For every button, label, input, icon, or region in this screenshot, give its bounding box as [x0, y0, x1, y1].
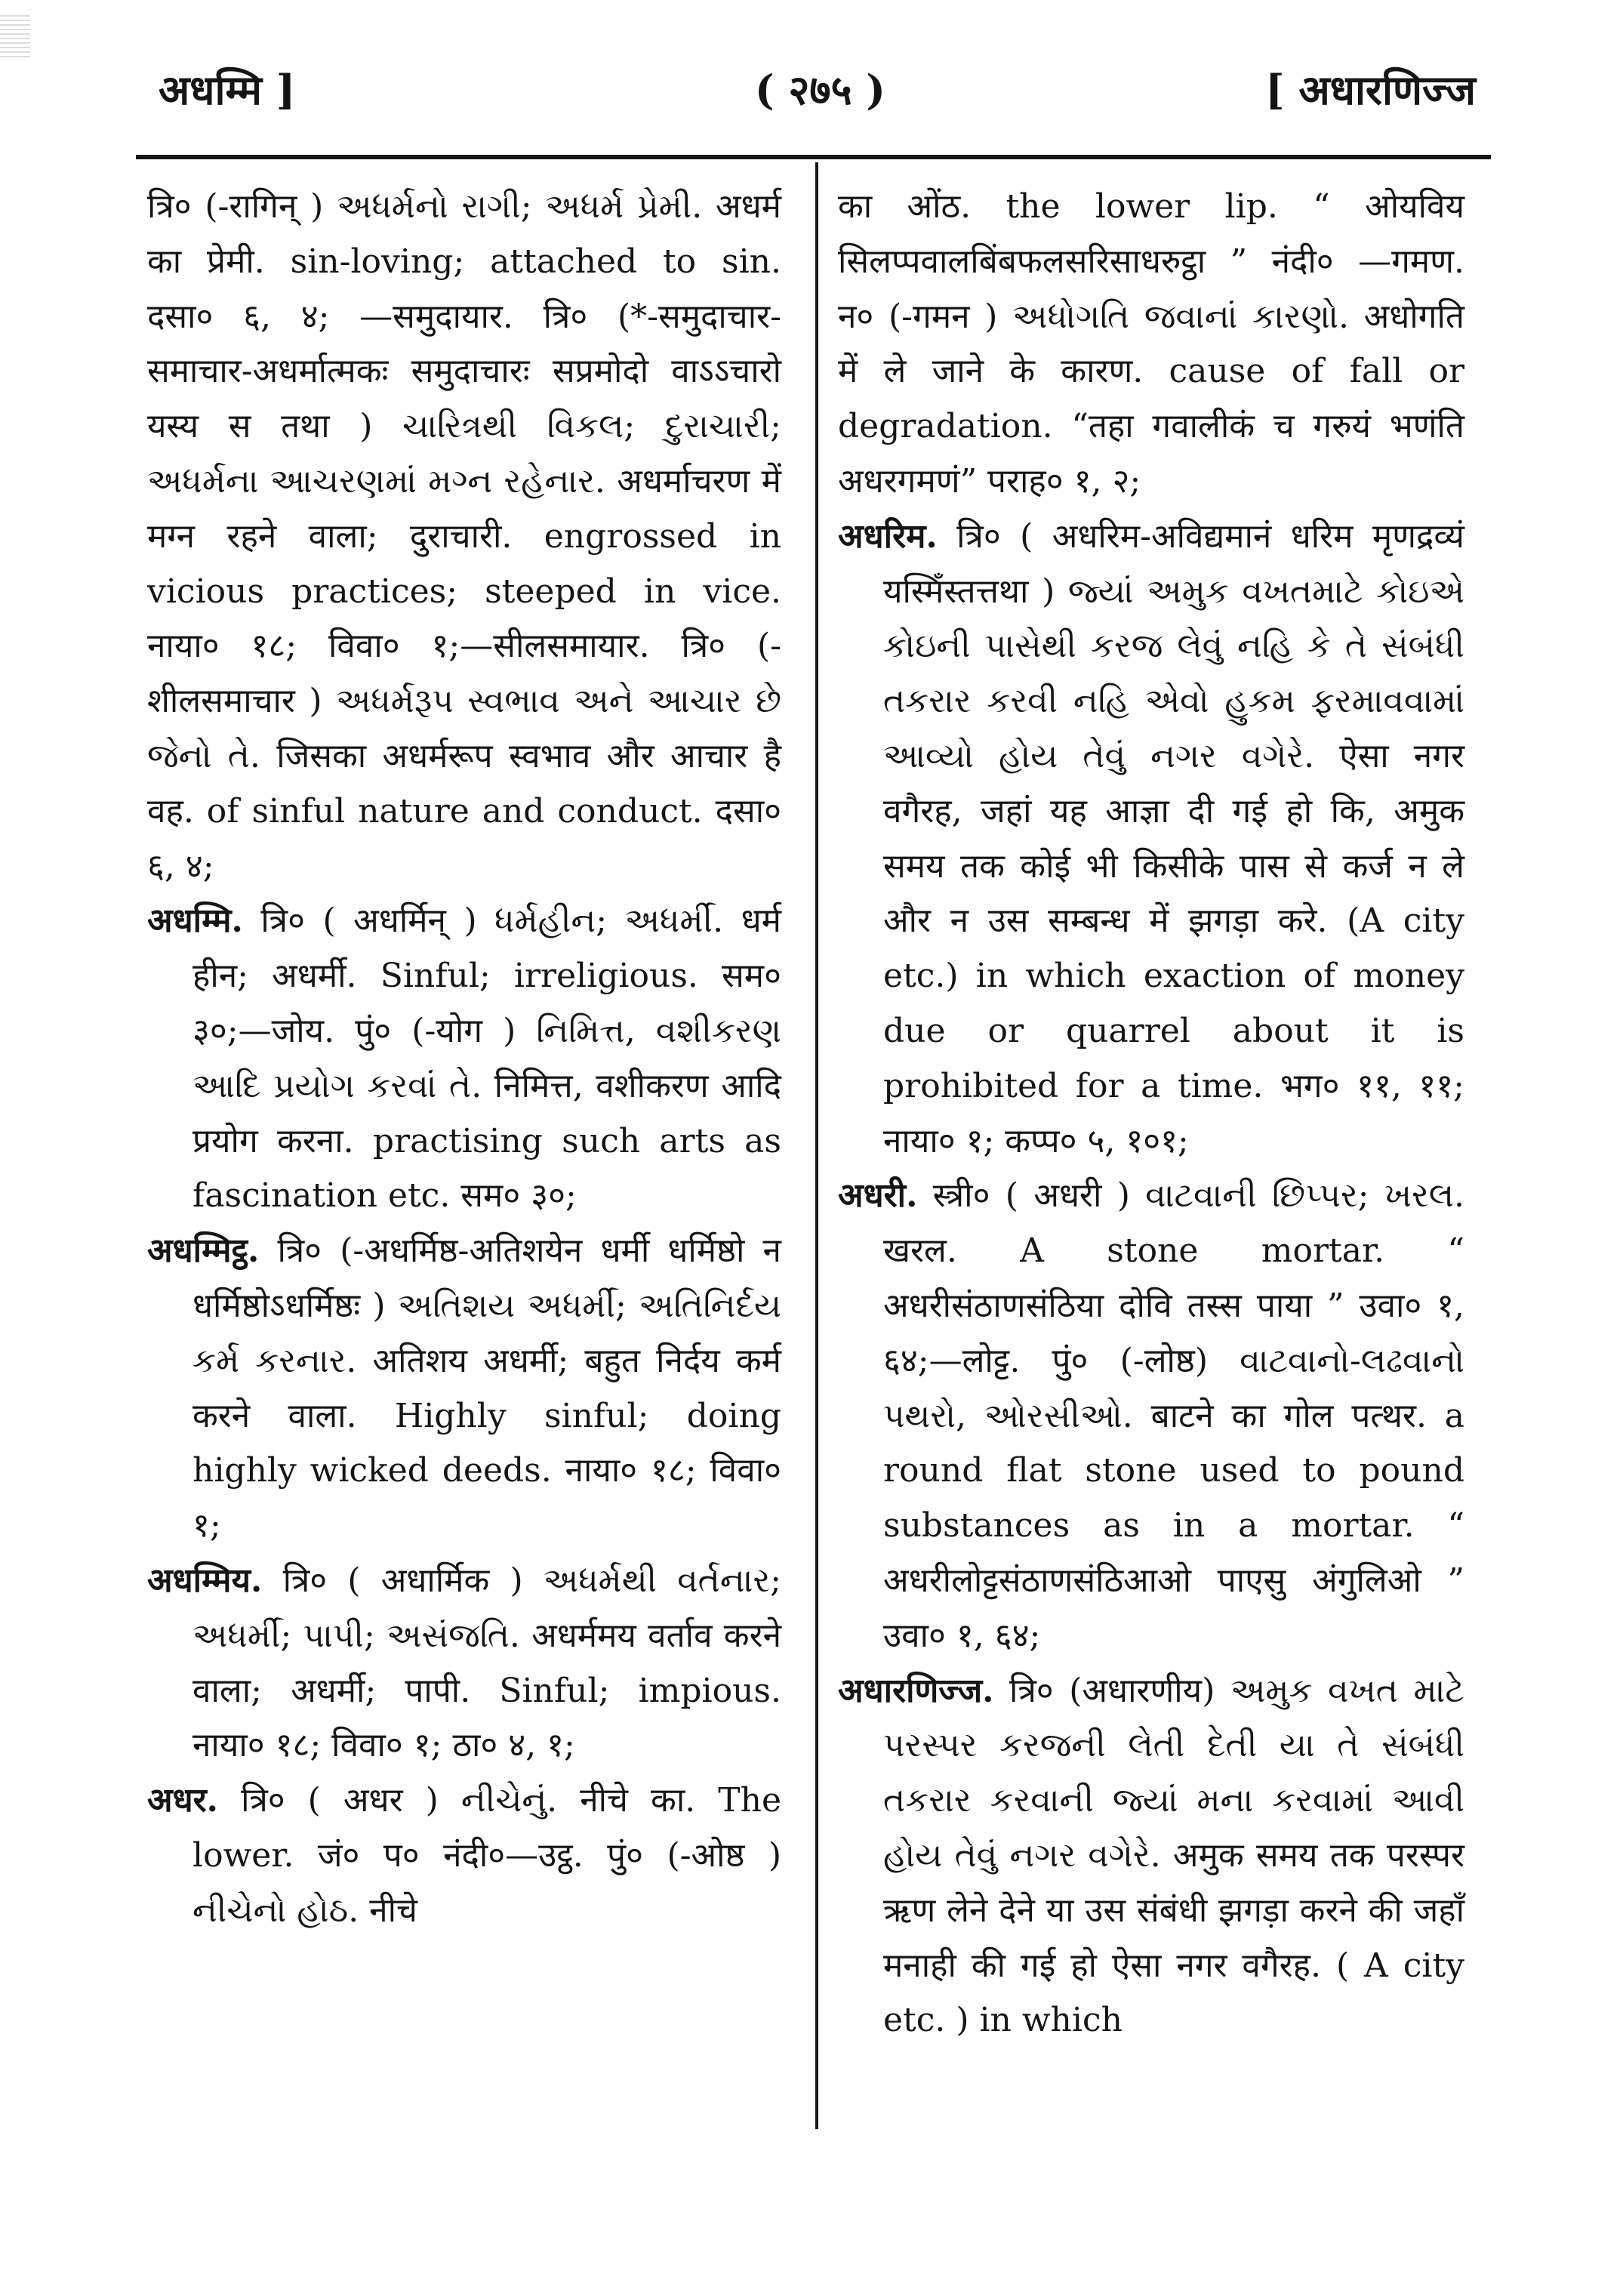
scan-edge-mark — [0, 15, 30, 60]
entry-definition: स्त्री० ( अधरी ) વાટવાની છિપ્પર; ખરલ. खरल. A stone mortar. “ अधरीसंठाणसंठिया दोवि तस्स पाया ” उवा० १, ६४;—लोट्ट. पुं० (-लोष्ठ) વાટવાનો-લઢવાનો પથરો, ઓરસીઓ. बाटने का गोल पत्थर. a round flat stone used to pound substances as in a mortar. “ अधरीलोट्टसंठाणसंठिआओ पाएसु अंगुलिओ ” उवा० १, ६४; — [883, 1176, 1464, 1655]
dictionary-entry — [147, 1224, 781, 1554]
right-column — [838, 180, 1464, 2048]
entry-headword: अधारणिज्ज. — [838, 1671, 994, 1710]
dictionary-entry — [838, 510, 1464, 1170]
entry-definition: त्रि० (-अधर्मिष्ठ-अतिशयेन धर्मी धर्मिष्ठो न धर्मिष्ठोऽधर्मिष्ठः ) અતિશય અધર્મી; અતિનિર્દય કર્મ કરનાર. अतिशय अधर्मी; बहुत निर्दय कर्म करने वाला. Highly sinful; doing highly wicked deeds. नाया० १८; विवा० १; — [192, 1231, 781, 1546]
dictionary-entry — [147, 1554, 781, 1774]
dictionary-entry — [147, 1774, 781, 1938]
entry-definition: त्रि० ( अधर्मिन् ) ધર્મહીન; અધર્મી. धर्म हीन; अधर्मी. Sinful; irreligious. सम० ३०;—जोय. पुं० (-योग ) નિમિત્ત, વશીકરણ આદિ પ્રયોગ કરવાં તે. निमित्त, वशीकरण आदि प्रयोग करना. practising such arts as fascination etc. सम० ३०; — [192, 901, 781, 1216]
entry-definition: त्रि० ( अधरिम-अविद्यमानं धरिम मृणद्रव्यं यस्मिँस्तत्तथा ) જ્યાં અમુક વખતમાટે કોઇએ કોઇની પાસેથી કરજ લેવું નહિ કે તે સંબંધી તકરાર કરવી નહિ એવો હુકમ ફરમાવવામાં આવ્યો હોય તેવું નગર વગેરે. ऐसा नगर वगैरह, जहां यह आज्ञा दी गई हो कि, अमुक समय तक कोई भी किसीके पास से कर्ज न ले और न उस सम्बन्ध में झगड़ा करे. (A city etc.) in which exaction of money due or quarrel about it is prohibited for a time. भग० ११, ११; नाया० १; कप्प० ५, १०१; — [883, 516, 1464, 1160]
column-divider — [815, 162, 818, 2129]
entry-definition: त्रि० ( अधार्मिक ) અધર્મથી વર્તનાર; અધર્મી; પાપી; અસંજતિ. अधर्ममय वर्ताव करने वाला; अधर्मी; पापी. Sinful; impious. नाया० १८; विवा० १; ठा० ४, १; — [192, 1561, 781, 1765]
header-left-guideword: अधम्मि ] — [159, 66, 296, 114]
left-column — [147, 180, 781, 1939]
page-header — [0, 60, 1623, 121]
dictionary-entry — [147, 894, 781, 1224]
entry-headword: अधरिम. — [838, 516, 938, 556]
entry-headword: अधर. — [147, 1781, 218, 1820]
entry-headword: अधम्मिट्ठ. — [147, 1231, 260, 1271]
entry-headword: अधम्मि. — [147, 901, 243, 941]
header-right-guideword: [ अधारणिज्ज — [1265, 66, 1476, 114]
continuation-paragraph: त्रि० (-रागिन् ) અધર્મનો રાગી; અધર્મ પ્રેમી. अधर्म का प्रेमी. sin-loving; attached to sin. दसा० ६, ४; —समुदायार. त्रि० (*-समुदाचार-समाचार-अधर्मात्मकः समुदाचारः सप्रमोदो वाऽऽचारो यस्य स तथा ) ચારિત્રથી વિકલ; દુરાચારી; અધર્મના આચરણમાં મગ્ન રહેનાર. अधर्माचरण में मग्न रहने वाला; दुराचारी. engrossed in vicious practices; steeped in vice. नाया० १८; विवा० १;—सीलसमायार. त्रि० (-शीलसमाचार ) અધર્મરૂપ સ્વભાવ અને આચાર છે જેનો તે. जिसका अधर्मरूप स्वभाव और आचार है वह. of sinful nature and conduct. दसा० ६, ४; — [147, 187, 781, 886]
entry-definition: त्रि० (अधारणीय) અમુક વખત માટે પરસ્પર કરજની લેતી દેતી યા તે સંબંધી તકરાર કરવાની જ્યાં મના કરવામાં આવી હોય તેવું નગર વગેરે. अमुक समय तक परस्पर ऋण लेने देने या उस संबंधी झगड़ा करने की जहाँ मनाही की गई हो ऐसा नगर वगैरह. ( A city etc. ) in which — [883, 1671, 1464, 2040]
entry-headword: अधम्मिय. — [147, 1561, 263, 1600]
entry-definition: त्रि० ( अधर ) નીચેનું. नीचे का. The lower. जं० प० नंदी०—उट्ठ. पुं० (-ओष्ठ ) નીચેનો હોઠ. नीचे — [192, 1781, 781, 1930]
dictionary-entry — [838, 1169, 1464, 1663]
continuation-paragraph: का ओंठ. the lower lip. “ ओयविय सिलप्पवालबिंबफलसरिसाधरुट्ठा ” नंदी० —गमण. न० (-गमन ) અધોગતિ જવાનાં કારણો. अधोगति में ले जाने के कारण. cause of fall or degradation. “तहा गवालीकं च गरुयं भणंति अधरगमणं” पराह० १, २; — [838, 187, 1464, 501]
header-rule — [136, 155, 1491, 159]
dictionary-entry — [838, 1664, 1464, 2049]
entry-headword: अधरी. — [838, 1176, 918, 1216]
page-number: ( २७५ ) — [755, 66, 885, 114]
